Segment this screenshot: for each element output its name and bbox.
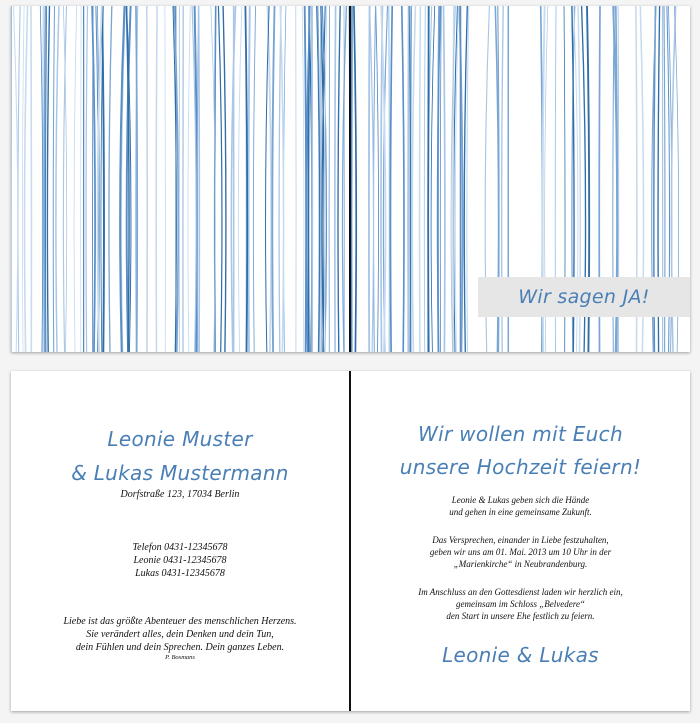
- stripe-line: [249, 6, 250, 352]
- stripe-line: [156, 6, 157, 352]
- stripe-line: [444, 6, 445, 352]
- stripe-line: [389, 6, 390, 352]
- name-bride: Leonie Muster: [107, 427, 253, 451]
- phone-line: Lukas 0431-12345678: [135, 568, 225, 579]
- card-cover: [11, 6, 690, 352]
- fold-line-cover: [349, 6, 351, 352]
- stripe-line: [188, 6, 190, 352]
- stripe-line: [14, 6, 18, 352]
- quote-line: Sie verändert alles, dein Denken und dein Tun,: [86, 629, 274, 640]
- stripe-line: [74, 6, 77, 352]
- text-line: „Marienkirche“ in Neubrandenburg.: [453, 559, 588, 569]
- quote-line: dein Fühlen und dein Sprechen. Dein ganzes Leben.: [75, 642, 285, 653]
- text-line: Leonie & Lukas geben sich die Hände: [451, 495, 590, 505]
- inside-left-page: [11, 371, 349, 711]
- stripe-line: [467, 6, 469, 352]
- stripe-line: [279, 6, 281, 352]
- stripe-line: [390, 6, 392, 352]
- stripe-line: [335, 6, 336, 352]
- stripe-line: [199, 6, 200, 352]
- card-inside: [11, 371, 690, 711]
- text-line: geben wir uns am 01. Mai. 2013 um 10 Uhr in der: [429, 547, 612, 557]
- quote-line: Liebe ist das größte Abenteuer des menschlichen Herzens.: [63, 616, 297, 627]
- stripe-line: [302, 6, 304, 352]
- invitation-paragraph-2: [351, 534, 690, 570]
- stripe-line: [223, 6, 226, 352]
- stripe-line: [102, 6, 104, 352]
- phone-line: Leonie 0431-12345678: [133, 555, 227, 566]
- text-line: den Start in unsere Ehe festlich zu feiern.: [446, 611, 595, 621]
- name-groom: & Lukas Mustermann: [71, 461, 289, 485]
- stripe-line: [47, 6, 49, 352]
- text-line: und gehen in eine gemeinsame Zukunft.: [449, 507, 592, 517]
- signature: Leonie & Lukas: [442, 643, 599, 667]
- text-line: gemeinsam im Schloss „Belvedere“: [456, 599, 585, 609]
- text-line: Das Versprechen, einander in Liebe festzuhalten,: [432, 535, 609, 545]
- stripe-line: [338, 6, 340, 352]
- quote: [11, 615, 349, 662]
- tagline: Wir sagen JA!: [518, 286, 650, 308]
- phone-line: Telefon 0431-12345678: [132, 542, 228, 553]
- invitation-paragraph-1: [351, 494, 690, 518]
- stripe-line: [369, 6, 370, 352]
- stripe-line: [354, 6, 356, 352]
- stripe-line: [305, 6, 306, 352]
- stripe-line: [56, 6, 59, 352]
- stripe-line: [440, 6, 441, 352]
- stripe-line: [431, 6, 435, 352]
- stripe-line: [25, 6, 28, 352]
- phone-list: [11, 541, 349, 580]
- invitation-heading-line1: Wir wollen mit Euch: [418, 422, 623, 446]
- invitation-paragraph-3: [351, 586, 690, 622]
- address: Dorfstraße 123, 17034 Berlin: [120, 489, 240, 500]
- stripe-line: [402, 6, 404, 352]
- stripe-line: [238, 6, 241, 352]
- tagline-box: [478, 277, 690, 317]
- stripe-line: [424, 6, 425, 352]
- inside-right-page: [351, 371, 690, 711]
- stripe-line: [53, 6, 54, 352]
- stripe-line: [109, 6, 112, 352]
- stripe-line: [165, 6, 166, 352]
- stripe-line: [376, 6, 379, 352]
- quote-author: P. Bosmans: [165, 654, 195, 661]
- stripe-line: [218, 6, 222, 352]
- invitation-heading-line2: unsere Hochzeit feiern!: [399, 455, 642, 479]
- stripe-line: [18, 6, 20, 352]
- text-line: Im Anschluss an den Gottesdienst laden wir herzlich ein,: [418, 587, 623, 597]
- stripe-line: [253, 6, 255, 352]
- stripe-line: [428, 6, 429, 352]
- stripe-line: [420, 6, 421, 352]
- stripe-line: [86, 6, 87, 352]
- stripe-line: [272, 6, 274, 352]
- stripe-line: [412, 6, 415, 352]
